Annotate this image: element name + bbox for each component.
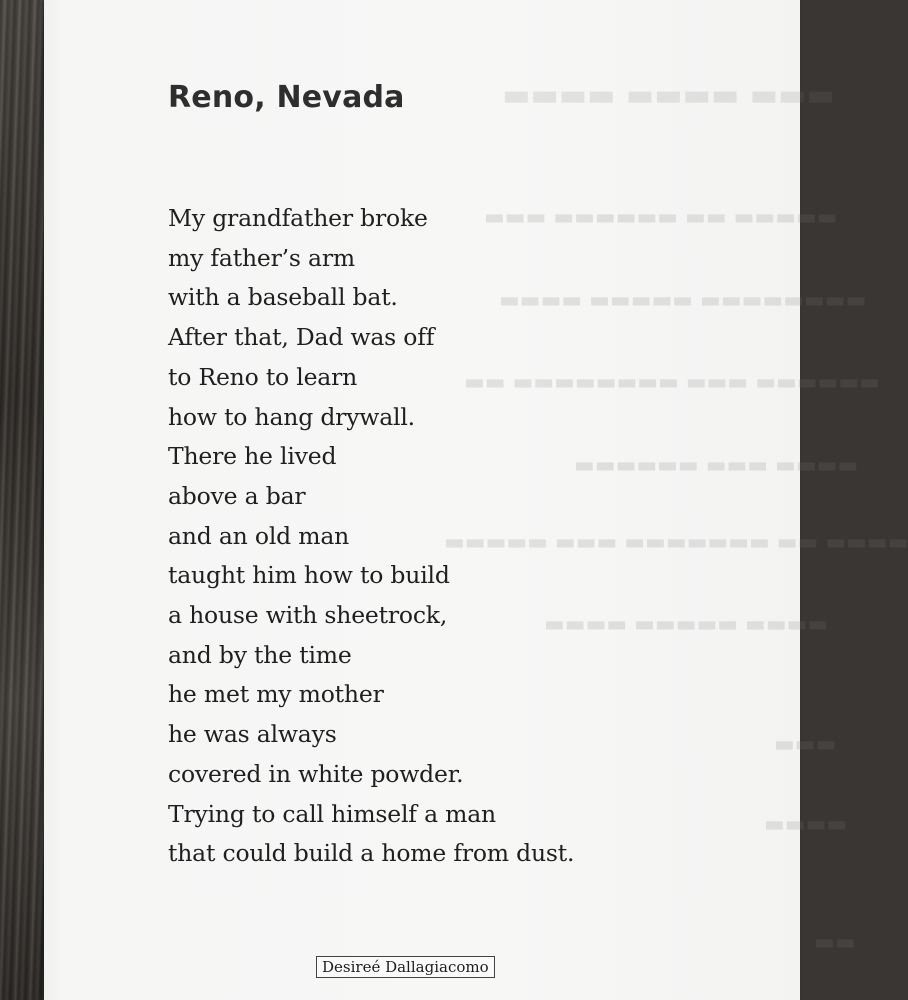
show-through-line: ▬▬ <box>814 930 856 955</box>
poem-line: he met my mother <box>168 680 384 709</box>
poem-line: and an old man <box>168 521 350 550</box>
poem-line: to Reno to learn <box>168 362 358 391</box>
poem-line: taught him how to build <box>168 561 450 590</box>
poem-body <box>168 199 574 874</box>
poem-line: There he lived <box>168 442 337 471</box>
show-through-line: ▬▬▬▬▬ ▬▬▬ ▬▬▬▬▬▬▬ ▬▬ ▬▬▬▬ <box>444 530 908 555</box>
wood-surface <box>0 0 46 1000</box>
poem-line: and by the time <box>168 640 352 669</box>
show-through-line: ▬▬▬▬ ▬▬▬▬▬ ▬▬▬▬ <box>544 612 829 637</box>
poem-line: with a baseball bat. <box>168 283 398 312</box>
show-through-line: ▬▬▬▬ ▬▬▬▬▬ ▬▬▬▬▬▬▬▬ <box>499 288 867 313</box>
show-through-line: ▬▬▬▬▬▬ ▬▬▬ ▬▬▬▬ <box>574 453 859 478</box>
poem-line: how to hang drywall. <box>168 402 415 431</box>
show-through-line: ▬▬▬ ▬▬▬▬▬▬ ▬▬ ▬▬▬▬▬ <box>484 205 838 230</box>
poem-line: My grandfather broke <box>168 204 428 232</box>
poem-line: he was always <box>168 720 337 749</box>
poem-title: Reno, Nevada <box>168 80 405 115</box>
poem-line: my father’s arm <box>168 243 355 272</box>
poem-line: After that, Dad was off <box>168 323 435 352</box>
poem-line: above a bar <box>168 481 306 510</box>
author-credit: Desireé Dallagiacomo <box>316 956 495 978</box>
poem-line: that could build a home from dust. <box>168 839 575 868</box>
show-through-heading: ▬▬▬ ▬▬▬▬ ▬▬▬▬ <box>502 78 835 113</box>
show-through-line: ▬▬ ▬▬▬▬▬▬▬▬ ▬▬▬ ▬▬▬▬▬▬ <box>464 370 880 395</box>
show-through-line: ▬▬▬ <box>774 732 837 757</box>
poem-line: Trying to call himself a man <box>168 799 496 828</box>
poem-line: covered in white powder. <box>168 759 464 788</box>
show-through-line: ▬▬▬▬ <box>764 812 848 837</box>
poem-line: a house with sheetrock, <box>168 601 448 630</box>
